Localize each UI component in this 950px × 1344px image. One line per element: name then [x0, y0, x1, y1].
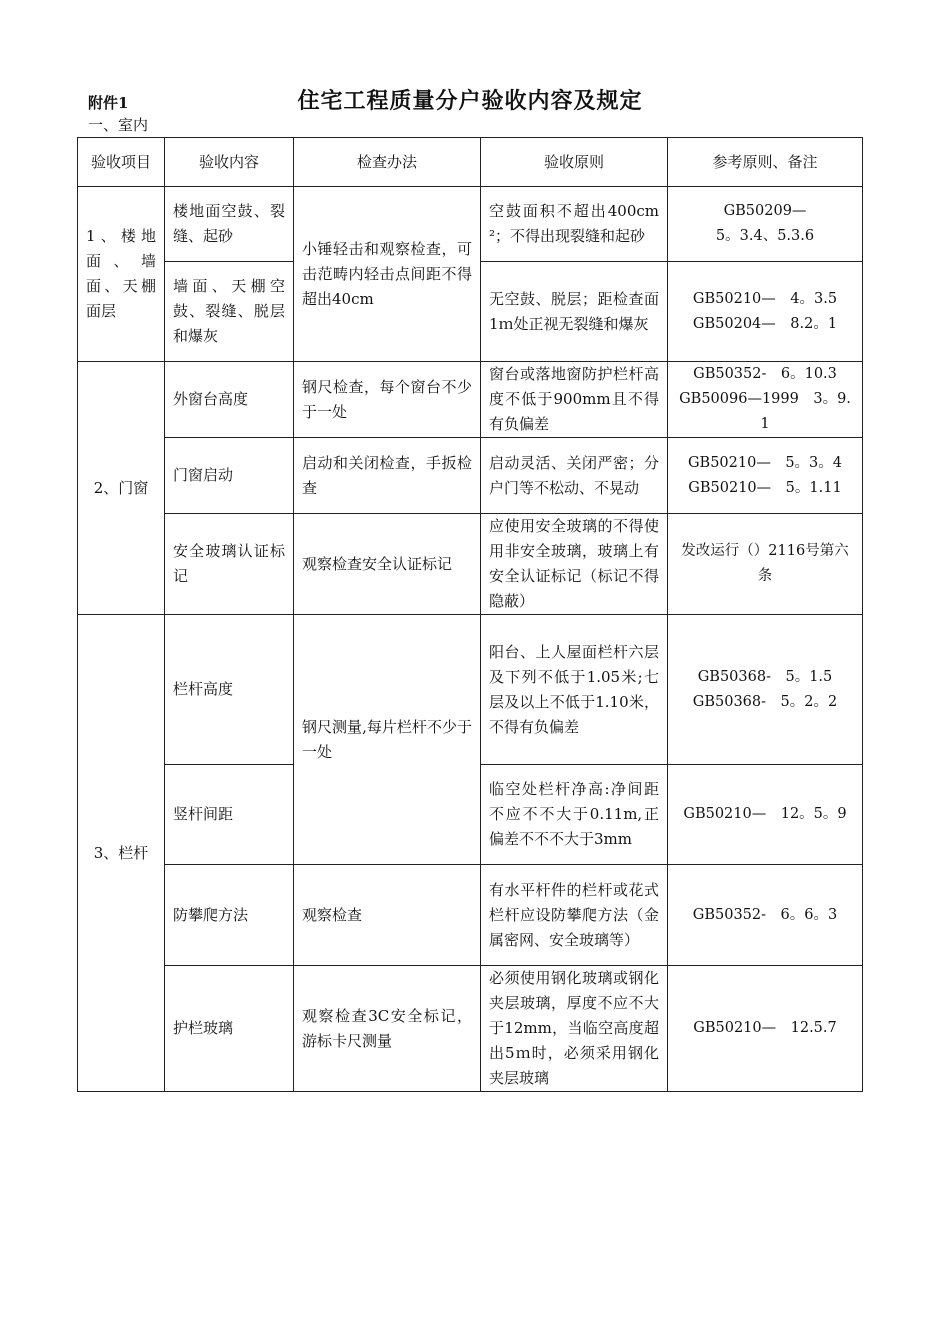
reference-line: 发改运行（）2116号第六条	[681, 543, 849, 584]
content-cell: 护栏玻璃	[165, 966, 294, 1092]
content-cell: 安全玻璃认证标记	[165, 514, 294, 615]
reference-line: GB50368- 5。1.5	[697, 668, 833, 685]
method-cell: 小锤轻击和观察检查，可击范畴内轻击点间距不得超出40cm	[294, 187, 481, 362]
table-row	[78, 362, 863, 438]
reference-line: GB50368- 5。2。2	[692, 693, 838, 710]
attachment-label: 附件1	[88, 94, 129, 112]
reference-cell	[668, 865, 863, 966]
table-row	[78, 438, 863, 514]
header-item: 验收项目	[78, 138, 165, 187]
method-cell: 钢尺测量,每片栏杆不少于一处	[294, 615, 481, 865]
reference-cell	[668, 966, 863, 1092]
content-cell: 防攀爬方法	[165, 865, 294, 966]
content-cell: 栏杆高度	[165, 615, 294, 765]
content-cell: 墙面、天棚空鼓、裂缝、脱层和爆灰	[165, 262, 294, 362]
content-cell: 外窗台高度	[165, 362, 294, 438]
section-label: 一、室内	[88, 116, 149, 134]
reference-line: GB50210— 12。5。9	[683, 806, 847, 822]
content-cell: 门窗启动	[165, 438, 294, 514]
page-title: 住宅工程质量分户验收内容及规定	[297, 89, 643, 114]
reference-line: GB50210— 5。1.11	[688, 479, 842, 496]
item-cell: 3、栏杆	[78, 615, 165, 1092]
item-cell: 2、门窗	[78, 362, 165, 615]
principle-cell: 必须使用钢化玻璃或钢化夹层玻璃，厚度不应不大于12mm，当临空高度超出5ｍ时，必须采用钢化夹层玻璃	[481, 966, 668, 1092]
reference-cell	[668, 615, 863, 765]
table-header-row	[78, 138, 863, 187]
method-cell: 观察检查3C安全标记，游标卡尺测量	[294, 966, 481, 1092]
reference-line: GB50210— 4。3.5	[692, 290, 838, 307]
principle-cell: 窗台或落地窗防护栏杆高度不低于900mm且不得有负偏差	[481, 362, 668, 438]
acceptance-table	[77, 137, 863, 1092]
reference-line: GB50352- 6。10.3	[693, 366, 837, 382]
table-row	[78, 865, 863, 966]
reference-line: GB50096—1999 3。9.1	[679, 391, 851, 432]
header-reference: 参考原则、备注	[668, 138, 863, 187]
principle-cell: 空鼓面积不超出400cm²；不得出现裂缝和起砂	[481, 187, 668, 262]
reference-cell	[668, 514, 863, 615]
reference-line: GB50204— 8.2。1	[692, 315, 838, 332]
principle-cell: 阳台、上人屋面栏杆六层及下列不低于1.05米;七层及以上不低于1.10米，不得有负偏差	[481, 615, 668, 765]
header-principle: 验收原则	[481, 138, 668, 187]
reference-cell	[668, 262, 863, 362]
reference-line: 5。3.4、5.3.6	[715, 228, 815, 244]
reference-line: GB50209—	[723, 203, 807, 219]
principle-cell: 应使用安全玻璃的不得使用非安全玻璃，玻璃上有安全认证标记（标记不得隐蔽）	[481, 514, 668, 615]
reference-cell	[668, 362, 863, 438]
reference-cell	[668, 438, 863, 514]
table-row	[78, 187, 863, 262]
table-row	[78, 966, 863, 1092]
principle-cell: 无空鼓、脱层；距检查面1ｍ处正视无裂缝和爆灰	[481, 262, 668, 362]
item-cell: 1、楼地面、墙面、天棚面层	[78, 187, 165, 362]
content-cell: 竖杆间距	[165, 765, 294, 865]
header-method: 检查办法	[294, 138, 481, 187]
table-row	[78, 615, 863, 765]
reference-cell	[668, 765, 863, 865]
method-cell: 启动和关闭检查，手扳检查	[294, 438, 481, 514]
reference-line: GB50210— 12.5.7	[693, 1020, 837, 1036]
principle-cell: 临空处栏杆净高:净间距不应不不大于0.11m,正偏差不不不大于3mm	[481, 765, 668, 865]
header-content: 验收内容	[165, 138, 294, 187]
reference-cell	[668, 187, 863, 262]
principle-cell: 启动灵活、关闭严密；分户门等不松动、不晃动	[481, 438, 668, 514]
content-cell: 楼地面空鼓、裂缝、起砂	[165, 187, 294, 262]
reference-line: GB50352- 6。6。3	[692, 906, 838, 923]
method-cell: 观察检查安全认证标记	[294, 514, 481, 615]
principle-cell: 有水平杆件的栏杆或花式栏杆应设防攀爬方法（金属密网、安全玻璃等）	[481, 865, 668, 966]
method-cell: 钢尺检查，每个窗台不少于一处	[294, 362, 481, 438]
method-cell: 观察检查	[294, 865, 481, 966]
table-row	[78, 514, 863, 615]
reference-line: GB50210— 5。3。4	[687, 454, 843, 471]
